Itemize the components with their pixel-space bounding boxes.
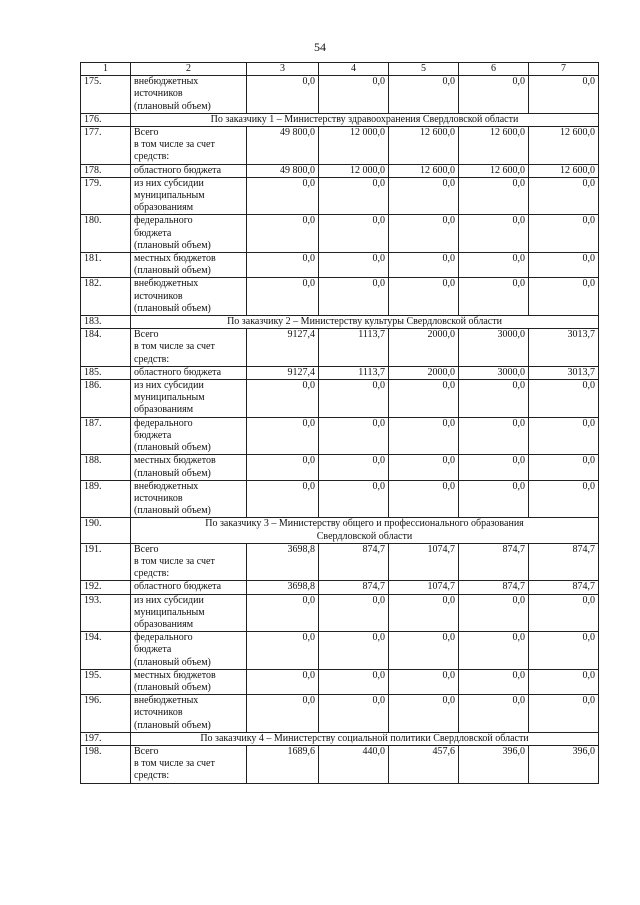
- value-cell: 0,0: [247, 380, 319, 418]
- row-label-line: источников: [134, 290, 183, 302]
- section-title-line: По заказчику 2 – Министерству культуры Свердловской области: [227, 316, 502, 328]
- section-title-line: По заказчику 3 – Министерству общего и профессионального образования: [205, 518, 524, 530]
- row-label-line: Всего: [134, 127, 159, 139]
- row-label-line: местных бюджетов: [134, 669, 216, 681]
- row-number: 183.: [81, 316, 131, 329]
- value-cell: 0,0: [529, 380, 599, 418]
- row-label-line: внебюджетных: [134, 695, 199, 707]
- value-cell: 3013,7: [529, 329, 599, 367]
- table-row: [81, 417, 599, 455]
- row-label-line: (плановый объем): [134, 681, 211, 693]
- row-label-line: внебюджетных: [134, 278, 199, 290]
- value-cell: 0,0: [319, 632, 389, 670]
- value-cell: 0,0: [389, 417, 459, 455]
- section-title-line: Свердловской области: [316, 530, 413, 542]
- table-row: [81, 127, 599, 165]
- value-cell: 1113,7: [319, 366, 389, 379]
- value-cell: 12 600,0: [389, 164, 459, 177]
- section-title: [131, 732, 599, 745]
- value-cell: 0,0: [247, 76, 319, 114]
- column-header: 6: [459, 63, 529, 76]
- column-header: 2: [131, 63, 247, 76]
- row-label: [131, 669, 247, 694]
- row-label-line: в том числе за счет: [134, 555, 215, 567]
- value-cell: 0,0: [529, 76, 599, 114]
- value-cell: 0,0: [459, 380, 529, 418]
- row-label: [131, 215, 247, 253]
- value-cell: 0,0: [319, 594, 389, 632]
- row-number: 189.: [81, 480, 131, 518]
- row-number: 196.: [81, 695, 131, 733]
- value-cell: 0,0: [319, 480, 389, 518]
- table-row: [81, 745, 599, 783]
- row-number: 182.: [81, 278, 131, 316]
- row-number: 187.: [81, 417, 131, 455]
- value-cell: 0,0: [459, 417, 529, 455]
- row-label: [131, 695, 247, 733]
- row-label-line: из них субсидии: [134, 177, 204, 189]
- value-cell: 0,0: [529, 253, 599, 278]
- column-header: 3: [247, 63, 319, 76]
- value-cell: 0,0: [247, 695, 319, 733]
- row-label: [131, 480, 247, 518]
- row-label: [131, 543, 247, 581]
- row-label: [131, 366, 247, 379]
- value-cell: 0,0: [529, 177, 599, 215]
- row-label-line: средств:: [134, 568, 170, 580]
- value-cell: 0,0: [529, 278, 599, 316]
- row-label-line: в том числе за счет: [134, 139, 215, 151]
- value-cell: 0,0: [389, 177, 459, 215]
- row-label-line: (плановый объем): [134, 265, 211, 277]
- value-cell: 0,0: [389, 380, 459, 418]
- value-cell: 440,0: [319, 745, 389, 783]
- row-label-line: (плановый объем): [134, 467, 211, 479]
- table-row: [81, 164, 599, 177]
- value-cell: 0,0: [529, 480, 599, 518]
- value-cell: 0,0: [529, 594, 599, 632]
- row-number: 192.: [81, 581, 131, 594]
- table-row: [81, 632, 599, 670]
- value-cell: 0,0: [459, 594, 529, 632]
- value-cell: 49 800,0: [247, 127, 319, 165]
- row-label: [131, 253, 247, 278]
- value-cell: 0,0: [247, 278, 319, 316]
- value-cell: 0,0: [459, 480, 529, 518]
- row-label: [131, 76, 247, 114]
- row-label-line: (плановый объем): [134, 505, 211, 517]
- value-cell: 2000,0: [389, 366, 459, 379]
- value-cell: 1113,7: [319, 329, 389, 367]
- row-label: [131, 164, 247, 177]
- row-label-line: средств:: [134, 151, 170, 163]
- row-number: 176.: [81, 113, 131, 126]
- row-label-line: федерального: [134, 417, 193, 429]
- row-label-line: местных бюджетов: [134, 253, 216, 265]
- row-number: 186.: [81, 380, 131, 418]
- value-cell: 0,0: [389, 76, 459, 114]
- value-cell: 1074,7: [389, 581, 459, 594]
- value-cell: 0,0: [529, 215, 599, 253]
- row-label-line: образованиям: [134, 404, 194, 416]
- value-cell: 0,0: [247, 253, 319, 278]
- row-label-line: источников: [134, 88, 183, 100]
- row-label-line: Всего: [134, 543, 159, 555]
- value-cell: 874,7: [529, 543, 599, 581]
- table-row: [81, 380, 599, 418]
- value-cell: 396,0: [529, 745, 599, 783]
- row-label: [131, 594, 247, 632]
- value-cell: 3000,0: [459, 366, 529, 379]
- section-row: [81, 732, 599, 745]
- table-row: [81, 695, 599, 733]
- value-cell: 0,0: [389, 594, 459, 632]
- table-row: [81, 278, 599, 316]
- value-cell: 0,0: [389, 455, 459, 480]
- value-cell: 0,0: [319, 215, 389, 253]
- value-cell: 12 000,0: [319, 127, 389, 165]
- row-number: 191.: [81, 543, 131, 581]
- section-title-line: По заказчику 4 – Министерству социальной политики Свердловской области: [200, 732, 529, 744]
- column-header-row: [81, 63, 599, 76]
- value-cell: 3013,7: [529, 366, 599, 379]
- row-label-line: Всего: [134, 329, 159, 341]
- value-cell: 0,0: [247, 594, 319, 632]
- section-title: [131, 113, 599, 126]
- section-title: [131, 316, 599, 329]
- row-label-line: (плановый объем): [134, 239, 211, 251]
- row-number: 175.: [81, 76, 131, 114]
- table-row: [81, 594, 599, 632]
- row-label-line: федерального: [134, 215, 193, 227]
- value-cell: 1074,7: [389, 543, 459, 581]
- row-label-line: областного бюджета: [134, 581, 222, 593]
- value-cell: 0,0: [247, 215, 319, 253]
- page-number: 54: [314, 40, 326, 54]
- value-cell: 9127,4: [247, 366, 319, 379]
- row-label-line: внебюджетных: [134, 480, 199, 492]
- row-label-line: муниципальным: [134, 606, 205, 618]
- row-number: 197.: [81, 732, 131, 745]
- value-cell: 0,0: [247, 632, 319, 670]
- value-cell: 12 600,0: [529, 127, 599, 165]
- row-number: 181.: [81, 253, 131, 278]
- section-row: [81, 316, 599, 329]
- value-cell: 2000,0: [389, 329, 459, 367]
- value-cell: 1689,6: [247, 745, 319, 783]
- row-label-line: из них субсидии: [134, 380, 204, 392]
- table-row: [81, 669, 599, 694]
- value-cell: 0,0: [459, 215, 529, 253]
- row-number: 179.: [81, 177, 131, 215]
- value-cell: 0,0: [319, 417, 389, 455]
- row-label-line: источников: [134, 707, 183, 719]
- column-header: 5: [389, 63, 459, 76]
- value-cell: 0,0: [319, 253, 389, 278]
- value-cell: 0,0: [247, 455, 319, 480]
- value-cell: 0,0: [247, 480, 319, 518]
- row-label-line: федерального: [134, 632, 193, 644]
- table-row: [81, 253, 599, 278]
- row-label: [131, 177, 247, 215]
- section-row: [81, 518, 599, 543]
- value-cell: 0,0: [459, 278, 529, 316]
- row-label-line: образованиям: [134, 202, 194, 214]
- row-label-line: бюджета: [134, 644, 172, 656]
- budget-table: [80, 62, 599, 784]
- value-cell: 0,0: [319, 380, 389, 418]
- column-header: 4: [319, 63, 389, 76]
- row-label-line: источников: [134, 492, 183, 504]
- row-label-line: (плановый объем): [134, 442, 211, 454]
- row-number: 195.: [81, 669, 131, 694]
- value-cell: 0,0: [319, 76, 389, 114]
- value-cell: 0,0: [529, 695, 599, 733]
- value-cell: 874,7: [319, 543, 389, 581]
- value-cell: 0,0: [459, 632, 529, 670]
- row-number: 177.: [81, 127, 131, 165]
- row-label-line: в том числе за счет: [134, 341, 215, 353]
- row-label-line: средств:: [134, 353, 170, 365]
- table-row: [81, 543, 599, 581]
- row-number: 198.: [81, 745, 131, 783]
- row-label: [131, 632, 247, 670]
- row-number: 193.: [81, 594, 131, 632]
- value-cell: 12 000,0: [319, 164, 389, 177]
- value-cell: 0,0: [529, 632, 599, 670]
- value-cell: 0,0: [389, 215, 459, 253]
- row-label-line: областного бюджета: [134, 164, 222, 176]
- table-row: [81, 581, 599, 594]
- row-label-line: образованиям: [134, 618, 194, 630]
- value-cell: 0,0: [319, 695, 389, 733]
- row-label-line: (плановый объем): [134, 656, 211, 668]
- value-cell: 12 600,0: [529, 164, 599, 177]
- value-cell: 49 800,0: [247, 164, 319, 177]
- row-label: [131, 455, 247, 480]
- row-number: 190.: [81, 518, 131, 543]
- row-label-line: (плановый объем): [134, 719, 211, 731]
- row-label: [131, 329, 247, 367]
- table-row: [81, 329, 599, 367]
- row-label-line: (плановый объем): [134, 302, 211, 314]
- value-cell: 0,0: [389, 278, 459, 316]
- section-title-line: По заказчику 1 – Министерству здравоохранения Свердловской области: [210, 113, 519, 125]
- value-cell: 3698,8: [247, 543, 319, 581]
- value-cell: 0,0: [459, 695, 529, 733]
- value-cell: 0,0: [529, 669, 599, 694]
- value-cell: 874,7: [319, 581, 389, 594]
- row-label: [131, 380, 247, 418]
- row-label-line: областного бюджета: [134, 366, 222, 378]
- value-cell: 3698,8: [247, 581, 319, 594]
- value-cell: 396,0: [459, 745, 529, 783]
- row-label-line: в том числе за счет: [134, 758, 215, 770]
- value-cell: 874,7: [459, 581, 529, 594]
- row-number: 184.: [81, 329, 131, 367]
- row-label-line: Всего: [134, 745, 159, 757]
- column-header: 7: [529, 63, 599, 76]
- value-cell: 12 600,0: [459, 127, 529, 165]
- column-header: 1: [81, 63, 131, 76]
- value-cell: 0,0: [389, 632, 459, 670]
- value-cell: 457,6: [389, 745, 459, 783]
- value-cell: 0,0: [459, 76, 529, 114]
- row-label-line: из них субсидии: [134, 594, 204, 606]
- row-number: 188.: [81, 455, 131, 480]
- value-cell: 12 600,0: [459, 164, 529, 177]
- value-cell: 0,0: [247, 669, 319, 694]
- table-row: [81, 215, 599, 253]
- value-cell: 9127,4: [247, 329, 319, 367]
- value-cell: 0,0: [319, 177, 389, 215]
- table-row: [81, 76, 599, 114]
- section-title: [131, 518, 599, 543]
- row-label-line: местных бюджетов: [134, 455, 216, 467]
- row-number: 180.: [81, 215, 131, 253]
- table-row: [81, 177, 599, 215]
- row-label-line: (плановый объем): [134, 100, 211, 112]
- table-body: [81, 63, 599, 784]
- value-cell: 0,0: [319, 455, 389, 480]
- row-label: [131, 127, 247, 165]
- value-cell: 0,0: [459, 253, 529, 278]
- row-label: [131, 581, 247, 594]
- row-label-line: средств:: [134, 770, 170, 782]
- row-number: 194.: [81, 632, 131, 670]
- value-cell: 0,0: [529, 417, 599, 455]
- value-cell: 0,0: [529, 455, 599, 480]
- value-cell: 0,0: [389, 695, 459, 733]
- value-cell: 0,0: [319, 278, 389, 316]
- value-cell: 0,0: [389, 669, 459, 694]
- row-number: 185.: [81, 366, 131, 379]
- row-label: [131, 417, 247, 455]
- value-cell: 0,0: [247, 417, 319, 455]
- value-cell: 3000,0: [459, 329, 529, 367]
- row-label-line: муниципальным: [134, 392, 205, 404]
- row-label-line: бюджета: [134, 227, 172, 239]
- value-cell: 0,0: [319, 669, 389, 694]
- value-cell: 12 600,0: [389, 127, 459, 165]
- value-cell: 0,0: [459, 177, 529, 215]
- value-cell: 874,7: [529, 581, 599, 594]
- row-label-line: внебюджетных: [134, 76, 199, 88]
- value-cell: 0,0: [459, 669, 529, 694]
- value-cell: 874,7: [459, 543, 529, 581]
- value-cell: 0,0: [247, 177, 319, 215]
- table-row: [81, 455, 599, 480]
- table-row: [81, 366, 599, 379]
- section-row: [81, 113, 599, 126]
- value-cell: 0,0: [459, 455, 529, 480]
- table-row: [81, 480, 599, 518]
- row-number: 178.: [81, 164, 131, 177]
- row-label: [131, 745, 247, 783]
- row-label-line: муниципальным: [134, 190, 205, 202]
- row-label-line: бюджета: [134, 429, 172, 441]
- value-cell: 0,0: [389, 480, 459, 518]
- value-cell: 0,0: [389, 253, 459, 278]
- row-label: [131, 278, 247, 316]
